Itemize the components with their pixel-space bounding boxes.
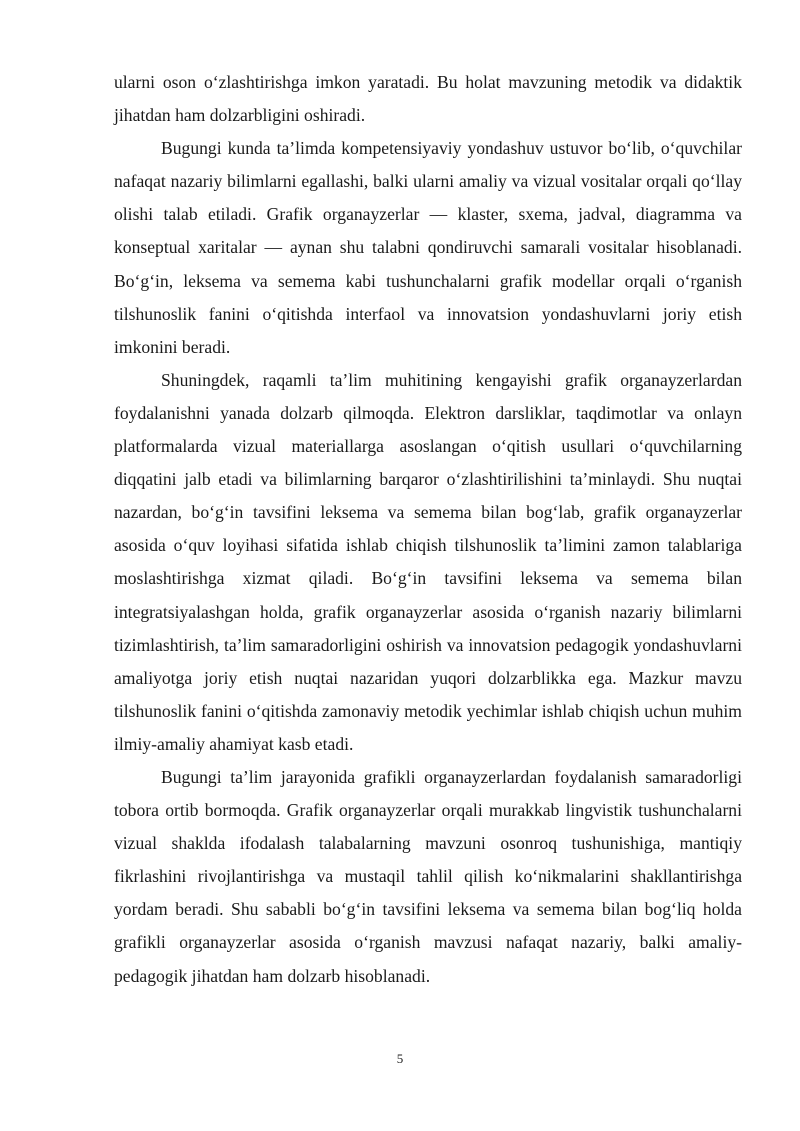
page-number: 5 (396, 1051, 404, 1066)
paragraph-graphic-organizers: Bugungi ta’lim jarayonida grafikli organayzerlardan foydalanish samaradorligi tobora ortib bormoqda. Grafik organayzerlar orqali murakkab lingvistik tushunchalarni vizual shaklda ifodalash talabalarning mavzuni osonroq tushunishiga, mantiqiy fikrlashini rivojlantirishga va mustaqil tahlil qilish ko‘nikmalarini shakllantirishga yordam beradi. Shu sababli bo‘g‘in tavsifini leksema va semema bilan bog‘liq holda grafikli organayzerlar asosida o‘rganish mavzusi nafaqat nazariy, balki amaliy-pedagogik jihatdan ham dolzarb hisoblanadi. (114, 766, 742, 986)
document-body (114, 66, 742, 993)
paragraph-digital-education: Shuningdek, raqamli ta’lim muhitining kengayishi grafik organayzerlardan foydalanishni yanada dolzarb qilmoqda. Elektron darsliklar, taqdimotlar va onlayn platformalarda vizual materiallarga asoslangan o‘qitish usullari o‘quvchilarning diqqatini jalb etadi va bilimlarning barqaror o‘zlashtirilishini ta’minlaydi. Shu nuqtai nazardan, bo‘g‘in tavsifini leksema va semema bilan bog‘lab, grafik organayzerlar asosida o‘quv loyihasi sifatida ishlab chiqish tilshunoslik ta’limini zamon talablariga moslashtirishga xizmat qiladi. Bo‘g‘in tavsifini leksema va semema bilan integratsiyalashgan holda, grafik organayzerlar asosida o‘rganish nazariy bilimlarni tizimlashtirish, ta’lim samaradorligini oshirish va innovatsion pedagogik yondashuvlarni amaliyotga joriy etish nuqtai nazaridan yuqori dolzarblikka ega. Mazkur mavzu tilshunoslik fanini o‘qitishda zamonaviy metodik yechimlar ishlab chiqish uchun muhim ilmiy-amaliy ahamiyat kasb etadi. (114, 369, 742, 754)
paragraph-competency-approach: Bugungi kunda ta’limda kompetensiyaviy yondashuv ustuvor bo‘lib, o‘quvchilar nafaqat nazariy bilimlarni egallashi, balki ularni amaliy va vizual vositalar orqali qo‘llay olishi talab etiladi. Grafik organayzerlar — klaster, sxema, jadval, diagramma va konseptual xaritalar — aynan shu talabni qondiruvchi samarali vositalar hisoblanadi. Bo‘g‘in, leksema va semema kabi tushunchalarni grafik modellar orqali o‘rganish tilshunoslik fanini o‘qitishda interfaol va innovatsion yondashuvlarni joriy etish imkonini beradi. (114, 138, 742, 357)
paragraph-continuation: ularni oson o‘zlashtirishga imkon yaratadi. Bu holat mavzuning metodik va didaktik jihatdan ham dolzarbligini oshiradi. (114, 72, 742, 126)
